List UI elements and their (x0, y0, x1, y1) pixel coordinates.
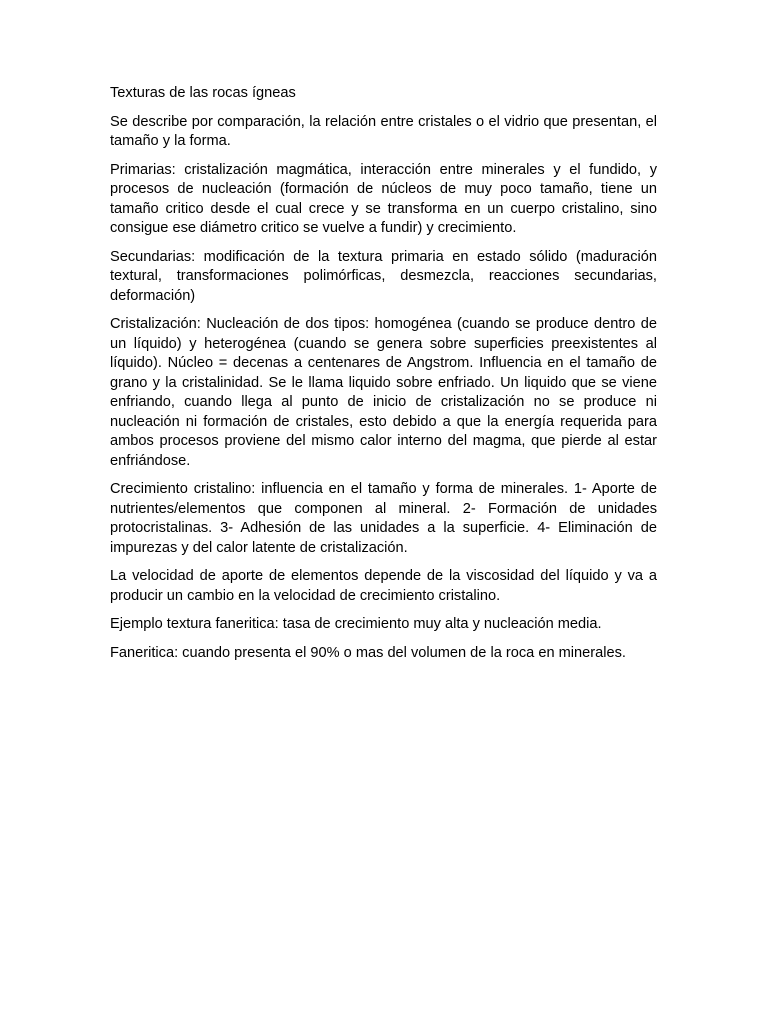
paragraph-faneritica: Faneritica: cuando presenta el 90% o mas del volumen de la roca en minerales. (110, 644, 626, 661)
document-title: Texturas de las rocas ígneas (110, 85, 296, 101)
paragraph-velocidad-aporte: La velocidad de aporte de elementos depende de la viscosidad del líquido y va a producir un cambio en la velocidad de crecimiento cristalino. (110, 568, 657, 604)
paragraph-secundarias: Secundarias: modificación de la textura primaria en estado sólido (maduración textural, transformaciones polimórficas, desmezcla, reacciones secundarias, deformación) (110, 248, 657, 304)
paragraph-primarias: Primarias: cristalización magmática, interacción entre minerales y el fundido, y procesos de nucleación (formación de núcleos de muy poco tamaño, tiene un tamaño critico desde el cual crece y se transforma en un cuerpo cristalino, sino consigue ese diámetro critico se vuelve a fundir) y crecimiento. (110, 161, 657, 236)
document-body (110, 84, 657, 672)
paragraph-description: Se describe por comparación, la relación entre cristales o el vidrio que presentan, el tamaño y la forma. (110, 113, 657, 149)
paragraph-ejemplo-faneritica: Ejemplo textura faneritica: tasa de crecimiento muy alta y nucleación media. (110, 616, 602, 632)
paragraph-cristalizacion: Cristalización: Nucleación de dos tipos: homogénea (cuando se produce dentro de un líquido) y heterogénea (cuando se genera sobre superficies preexistentes al líquido). Núcleo = decenas a centenares de Angstrom. Influencia en el tamaño de grano y la cristalinidad. Se le llama liquido sobre enfriado. Un liquido que se viene enfriando, cuando llega al punto de inicio de cristalización no se produce ni nucleación ni formación de cristales, esto debido a que la energía requerida para ambos procesos proviene del mismo calor interno del magma, que pierde al estar enfriándose. (110, 316, 657, 469)
paragraph-crecimiento-cristalino: Crecimiento cristalino: influencia en el tamaño y forma de minerales. 1- Aporte de nutrientes/elementos que componen al mineral. 2- Formación de unidades protocristalinas. 3- Adhesión de las unidades a la superficie. 4- Eliminación de impurezas y del calor latente de cristalización. (110, 481, 657, 556)
